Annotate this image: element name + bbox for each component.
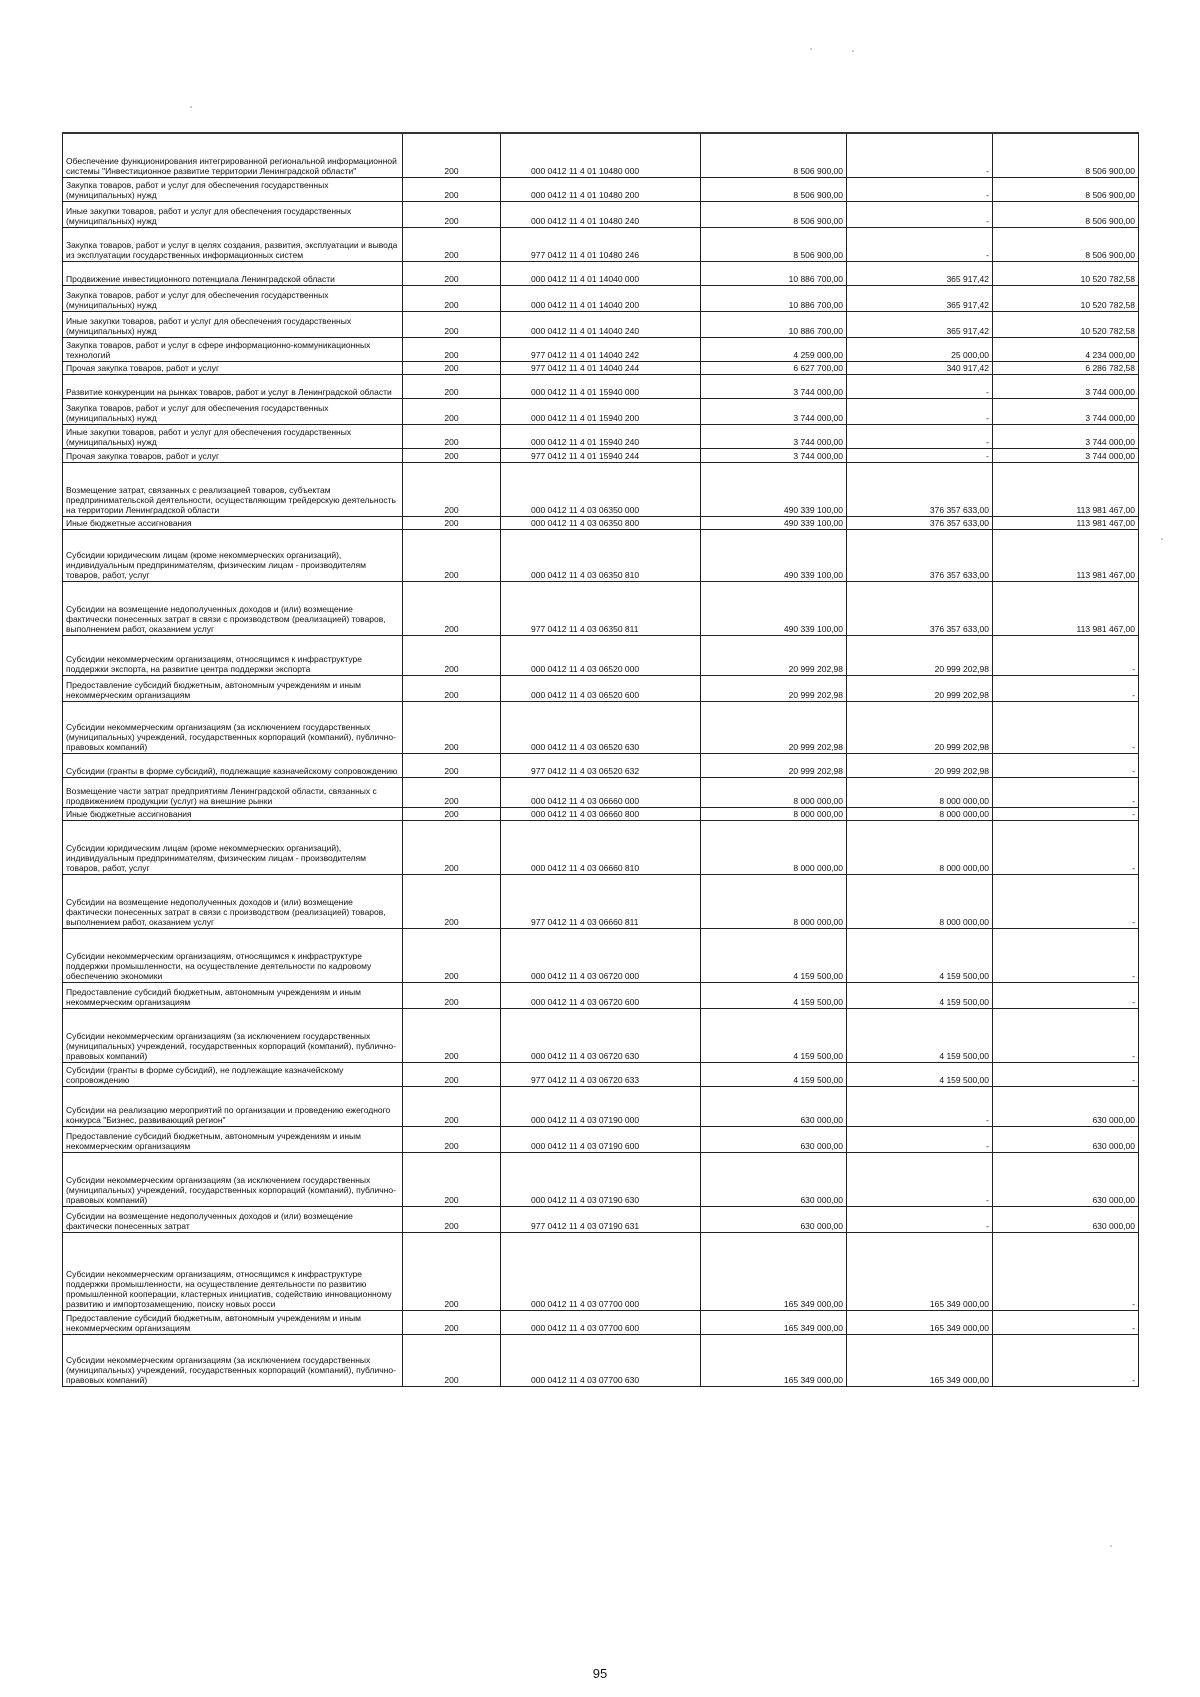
table-row bbox=[63, 337, 1139, 361]
row-budget-code: 000 0412 11 4 03 06520 000 bbox=[501, 635, 701, 675]
row-remaining-amount: 3 744 000,00 bbox=[993, 424, 1139, 448]
table-row bbox=[63, 516, 1139, 529]
row-remaining-amount: 630 000,00 bbox=[993, 1086, 1139, 1126]
row-line-code: 200 bbox=[403, 374, 501, 398]
row-executed-amount: - bbox=[847, 374, 993, 398]
row-approved-amount: 20 999 202,98 bbox=[701, 675, 847, 701]
row-executed-amount: - bbox=[847, 398, 993, 424]
row-name: Закупка товаров, работ и услуг для обеспечения государственных (муниципальных) нужд bbox=[63, 398, 403, 424]
row-approved-amount: 6 627 700,00 bbox=[701, 361, 847, 374]
row-remaining-amount: - bbox=[993, 874, 1139, 928]
row-budget-code: 000 0412 11 4 03 06350 810 bbox=[501, 529, 701, 581]
row-budget-code: 000 0412 11 4 01 15940 240 bbox=[501, 424, 701, 448]
row-remaining-amount: 10 520 782,58 bbox=[993, 311, 1139, 337]
row-approved-amount: 10 886 700,00 bbox=[701, 285, 847, 311]
row-executed-amount: 365 917,42 bbox=[847, 285, 993, 311]
row-line-code: 200 bbox=[403, 424, 501, 448]
row-budget-code: 000 0412 11 4 03 06350 800 bbox=[501, 516, 701, 529]
table-row bbox=[63, 529, 1139, 581]
row-remaining-amount: 113 981 467,00 bbox=[993, 516, 1139, 529]
row-remaining-amount: 4 234 000,00 bbox=[993, 337, 1139, 361]
row-name: Субсидии некоммерческим организациям (за исключением государственных (муниципальных) учреждений, государственных корпораций (компаний), публично-правовых компаний) bbox=[63, 1334, 403, 1386]
row-line-code: 200 bbox=[403, 1232, 501, 1310]
row-budget-code: 977 0412 11 4 01 10480 246 bbox=[501, 227, 701, 261]
row-budget-code: 000 0412 11 4 01 15940 200 bbox=[501, 398, 701, 424]
table-row bbox=[63, 982, 1139, 1008]
row-remaining-amount: 8 506 900,00 bbox=[993, 227, 1139, 261]
scan-speck bbox=[810, 48, 812, 50]
row-approved-amount: 4 159 500,00 bbox=[701, 1062, 847, 1086]
row-executed-amount: - bbox=[847, 227, 993, 261]
row-remaining-amount: 8 506 900,00 bbox=[993, 201, 1139, 227]
row-remaining-amount: 113 981 467,00 bbox=[993, 529, 1139, 581]
row-budget-code: 000 0412 11 4 03 06520 600 bbox=[501, 675, 701, 701]
row-remaining-amount: 8 506 900,00 bbox=[993, 133, 1139, 177]
row-line-code: 200 bbox=[403, 177, 501, 201]
row-budget-code: 000 0412 11 4 03 06720 600 bbox=[501, 982, 701, 1008]
row-remaining-amount: - bbox=[993, 928, 1139, 982]
table-row bbox=[63, 701, 1139, 753]
row-approved-amount: 630 000,00 bbox=[701, 1152, 847, 1206]
row-budget-code: 000 0412 11 4 03 06660 000 bbox=[501, 777, 701, 807]
row-budget-code: 000 0412 11 4 03 07700 000 bbox=[501, 1232, 701, 1310]
row-budget-code: 977 0412 11 4 01 14040 244 bbox=[501, 361, 701, 374]
row-executed-amount: 4 159 500,00 bbox=[847, 982, 993, 1008]
row-remaining-amount: - bbox=[993, 635, 1139, 675]
budget-table-body bbox=[63, 133, 1139, 1386]
row-executed-amount: 376 357 633,00 bbox=[847, 462, 993, 516]
row-line-code: 200 bbox=[403, 285, 501, 311]
row-approved-amount: 20 999 202,98 bbox=[701, 701, 847, 753]
row-executed-amount: 4 159 500,00 bbox=[847, 928, 993, 982]
row-executed-amount: - bbox=[847, 448, 993, 462]
table-row bbox=[63, 285, 1139, 311]
row-name: Иные бюджетные ассигнования bbox=[63, 516, 403, 529]
row-remaining-amount: - bbox=[993, 777, 1139, 807]
row-name: Субсидии (гранты в форме субсидий), подлежащие казначейскому сопровождению bbox=[63, 753, 403, 777]
row-line-code: 200 bbox=[403, 311, 501, 337]
row-executed-amount: 8 000 000,00 bbox=[847, 820, 993, 874]
table-row bbox=[63, 227, 1139, 261]
row-remaining-amount: 6 286 782,58 bbox=[993, 361, 1139, 374]
row-budget-code: 977 0412 11 4 03 06660 811 bbox=[501, 874, 701, 928]
row-remaining-amount: 10 520 782,58 bbox=[993, 285, 1139, 311]
row-line-code: 200 bbox=[403, 753, 501, 777]
row-executed-amount: 165 349 000,00 bbox=[847, 1334, 993, 1386]
row-approved-amount: 490 339 100,00 bbox=[701, 462, 847, 516]
row-line-code: 200 bbox=[403, 1310, 501, 1334]
row-name: Иные закупки товаров, работ и услуг для обеспечения государственных (муниципальных) нужд bbox=[63, 311, 403, 337]
row-budget-code: 977 0412 11 4 03 06520 632 bbox=[501, 753, 701, 777]
row-remaining-amount: - bbox=[993, 1062, 1139, 1086]
row-line-code: 200 bbox=[403, 1008, 501, 1062]
row-budget-code: 000 0412 11 4 01 14040 000 bbox=[501, 261, 701, 285]
row-remaining-amount: 630 000,00 bbox=[993, 1152, 1139, 1206]
row-approved-amount: 165 349 000,00 bbox=[701, 1334, 847, 1386]
table-row bbox=[63, 462, 1139, 516]
table-row bbox=[63, 675, 1139, 701]
table-row bbox=[63, 448, 1139, 462]
row-remaining-amount: 630 000,00 bbox=[993, 1126, 1139, 1152]
row-executed-amount: 8 000 000,00 bbox=[847, 807, 993, 820]
row-approved-amount: 8 000 000,00 bbox=[701, 820, 847, 874]
row-line-code: 200 bbox=[403, 227, 501, 261]
row-name: Субсидии некоммерческим организациям (за исключением государственных (муниципальных) учреждений, государственных корпораций (компаний), публично-правовых компаний) bbox=[63, 1008, 403, 1062]
row-approved-amount: 4 159 500,00 bbox=[701, 1008, 847, 1062]
row-approved-amount: 490 339 100,00 bbox=[701, 516, 847, 529]
row-name: Прочая закупка товаров, работ и услуг bbox=[63, 448, 403, 462]
row-line-code: 200 bbox=[403, 1206, 501, 1232]
table-row bbox=[63, 1062, 1139, 1086]
row-line-code: 200 bbox=[403, 982, 501, 1008]
row-approved-amount: 8 506 900,00 bbox=[701, 227, 847, 261]
row-executed-amount: 340 917,42 bbox=[847, 361, 993, 374]
row-executed-amount: 25 000,00 bbox=[847, 337, 993, 361]
row-line-code: 200 bbox=[403, 448, 501, 462]
row-budget-code: 000 0412 11 4 01 10480 200 bbox=[501, 177, 701, 201]
row-budget-code: 000 0412 11 4 01 14040 240 bbox=[501, 311, 701, 337]
row-budget-code: 977 0412 11 4 03 06350 811 bbox=[501, 581, 701, 635]
row-approved-amount: 10 886 700,00 bbox=[701, 311, 847, 337]
row-approved-amount: 630 000,00 bbox=[701, 1086, 847, 1126]
row-remaining-amount: - bbox=[993, 807, 1139, 820]
row-name: Обеспечение функционирования интегрированной региональной информационной системы "Инвестиционное развитие территории Ленинградской области" bbox=[63, 133, 403, 177]
row-approved-amount: 8 506 900,00 bbox=[701, 201, 847, 227]
row-remaining-amount: 3 744 000,00 bbox=[993, 374, 1139, 398]
row-approved-amount: 3 744 000,00 bbox=[701, 374, 847, 398]
row-executed-amount: 376 357 633,00 bbox=[847, 516, 993, 529]
table-row bbox=[63, 807, 1139, 820]
row-name: Прочая закупка товаров, работ и услуг bbox=[63, 361, 403, 374]
table-row bbox=[63, 1334, 1139, 1386]
row-budget-code: 000 0412 11 4 03 06720 000 bbox=[501, 928, 701, 982]
row-remaining-amount: - bbox=[993, 1334, 1139, 1386]
row-name: Возмещение части затрат предприятиям Ленинградской области, связанных с продвижением продукции (услуг) на внешние рынки bbox=[63, 777, 403, 807]
row-budget-code: 000 0412 11 4 03 07700 630 bbox=[501, 1334, 701, 1386]
row-name: Закупка товаров, работ и услуг в сфере информационно-коммуникационных технологий bbox=[63, 337, 403, 361]
row-line-code: 200 bbox=[403, 820, 501, 874]
row-executed-amount: - bbox=[847, 1086, 993, 1126]
row-name: Закупка товаров, работ и услуг в целях создания, развития, эксплуатации и вывода из эксплуатации государственных информационных систем bbox=[63, 227, 403, 261]
row-line-code: 200 bbox=[403, 777, 501, 807]
table-row bbox=[63, 820, 1139, 874]
row-approved-amount: 165 349 000,00 bbox=[701, 1310, 847, 1334]
row-remaining-amount: 113 981 467,00 bbox=[993, 581, 1139, 635]
row-line-code: 200 bbox=[403, 1086, 501, 1126]
row-name: Предоставление субсидий бюджетным, автономным учреждениям и иным некоммерческим организациям bbox=[63, 1310, 403, 1334]
row-budget-code: 977 0412 11 4 01 15940 244 bbox=[501, 448, 701, 462]
table-row bbox=[63, 1152, 1139, 1206]
row-budget-code: 000 0412 11 4 03 06660 810 bbox=[501, 820, 701, 874]
row-remaining-amount: 630 000,00 bbox=[993, 1206, 1139, 1232]
row-line-code: 200 bbox=[403, 261, 501, 285]
table-row bbox=[63, 311, 1139, 337]
row-executed-amount: - bbox=[847, 1152, 993, 1206]
row-budget-code: 000 0412 11 4 03 06520 630 bbox=[501, 701, 701, 753]
row-remaining-amount: - bbox=[993, 701, 1139, 753]
row-line-code: 200 bbox=[403, 201, 501, 227]
row-budget-code: 000 0412 11 4 01 14040 200 bbox=[501, 285, 701, 311]
table-row bbox=[63, 133, 1139, 177]
row-executed-amount: 4 159 500,00 bbox=[847, 1062, 993, 1086]
row-line-code: 200 bbox=[403, 133, 501, 177]
row-name: Субсидии на реализацию мероприятий по организации и проведению ежегодного конкурса "Бизнес, развивающий регион" bbox=[63, 1086, 403, 1126]
row-remaining-amount: 8 506 900,00 bbox=[993, 177, 1139, 201]
table-row bbox=[63, 261, 1139, 285]
row-budget-code: 000 0412 11 4 03 07190 630 bbox=[501, 1152, 701, 1206]
row-line-code: 200 bbox=[403, 807, 501, 820]
table-row bbox=[63, 374, 1139, 398]
row-executed-amount: - bbox=[847, 1206, 993, 1232]
row-approved-amount: 8 000 000,00 bbox=[701, 807, 847, 820]
row-executed-amount: 20 999 202,98 bbox=[847, 701, 993, 753]
row-executed-amount: - bbox=[847, 177, 993, 201]
row-approved-amount: 4 159 500,00 bbox=[701, 982, 847, 1008]
row-remaining-amount: - bbox=[993, 1232, 1139, 1310]
row-line-code: 200 bbox=[403, 516, 501, 529]
table-row bbox=[63, 1232, 1139, 1310]
table-row bbox=[63, 398, 1139, 424]
table-row bbox=[63, 777, 1139, 807]
row-remaining-amount: - bbox=[993, 1008, 1139, 1062]
table-row bbox=[63, 581, 1139, 635]
row-approved-amount: 165 349 000,00 bbox=[701, 1232, 847, 1310]
row-name: Возмещение затрат, связанных с реализацией товаров, субъектам предпринимательской деятельности, осуществляющим трейдерскую деятельность на территории Ленинградской области bbox=[63, 462, 403, 516]
row-budget-code: 000 0412 11 4 03 07190 600 bbox=[501, 1126, 701, 1152]
row-remaining-amount: - bbox=[993, 1310, 1139, 1334]
row-line-code: 200 bbox=[403, 701, 501, 753]
row-name: Субсидии некоммерческим организациям (за исключением государственных (муниципальных) учреждений, государственных корпораций (компаний), публично-правовых компаний) bbox=[63, 1152, 403, 1206]
row-approved-amount: 8 506 900,00 bbox=[701, 177, 847, 201]
table-row bbox=[63, 201, 1139, 227]
row-budget-code: 000 0412 11 4 01 10480 240 bbox=[501, 201, 701, 227]
row-line-code: 200 bbox=[403, 462, 501, 516]
row-approved-amount: 20 999 202,98 bbox=[701, 635, 847, 675]
row-line-code: 200 bbox=[403, 675, 501, 701]
table-row bbox=[63, 177, 1139, 201]
row-budget-code: 977 0412 11 4 01 14040 242 bbox=[501, 337, 701, 361]
row-remaining-amount: - bbox=[993, 820, 1139, 874]
table-row bbox=[63, 753, 1139, 777]
row-name: Развитие конкуренции на рынках товаров, работ и услуг в Ленинградской области bbox=[63, 374, 403, 398]
row-name: Закупка товаров, работ и услуг для обеспечения государственных (муниципальных) нужд bbox=[63, 177, 403, 201]
row-name: Субсидии на возмещение недополученных доходов и (или) возмещение фактически понесенных затрат в связи с производством (реализацией) товаров, выполнением работ, оказанием услуг bbox=[63, 874, 403, 928]
row-executed-amount: 376 357 633,00 bbox=[847, 529, 993, 581]
table-row bbox=[63, 1086, 1139, 1126]
row-executed-amount: 20 999 202,98 bbox=[847, 635, 993, 675]
scan-speck bbox=[852, 50, 854, 52]
row-budget-code: 000 0412 11 4 03 06660 800 bbox=[501, 807, 701, 820]
row-executed-amount: 20 999 202,98 bbox=[847, 675, 993, 701]
row-budget-code: 977 0412 11 4 03 07190 631 bbox=[501, 1206, 701, 1232]
row-budget-code: 000 0412 11 4 01 10480 000 bbox=[501, 133, 701, 177]
row-name: Субсидии некоммерческим организациям, относящимся к инфраструктуре поддержки промышленности, на осуществление деятельности по кадровому обеспечению экономики bbox=[63, 928, 403, 982]
row-line-code: 200 bbox=[403, 1152, 501, 1206]
row-line-code: 200 bbox=[403, 1062, 501, 1086]
row-remaining-amount: 10 520 782,58 bbox=[993, 261, 1139, 285]
row-line-code: 200 bbox=[403, 361, 501, 374]
row-name: Иные закупки товаров, работ и услуг для обеспечения государственных (муниципальных) нужд bbox=[63, 424, 403, 448]
table-row bbox=[63, 361, 1139, 374]
row-name: Субсидии на возмещение недополученных доходов и (или) возмещение фактически понесенных затрат в связи с производством (реализацией) товаров, выполнением работ, оказанием услуг bbox=[63, 581, 403, 635]
row-executed-amount: - bbox=[847, 133, 993, 177]
row-approved-amount: 20 999 202,98 bbox=[701, 753, 847, 777]
table-row bbox=[63, 1126, 1139, 1152]
row-budget-code: 000 0412 11 4 03 07190 000 bbox=[501, 1086, 701, 1126]
row-line-code: 200 bbox=[403, 337, 501, 361]
row-executed-amount: 8 000 000,00 bbox=[847, 777, 993, 807]
row-approved-amount: 490 339 100,00 bbox=[701, 581, 847, 635]
row-approved-amount: 4 159 500,00 bbox=[701, 928, 847, 982]
row-approved-amount: 630 000,00 bbox=[701, 1206, 847, 1232]
row-line-code: 200 bbox=[403, 874, 501, 928]
row-approved-amount: 8 000 000,00 bbox=[701, 874, 847, 928]
row-line-code: 200 bbox=[403, 398, 501, 424]
row-approved-amount: 4 259 000,00 bbox=[701, 337, 847, 361]
row-executed-amount: 165 349 000,00 bbox=[847, 1232, 993, 1310]
row-approved-amount: 3 744 000,00 bbox=[701, 424, 847, 448]
row-remaining-amount: - bbox=[993, 982, 1139, 1008]
row-executed-amount: - bbox=[847, 424, 993, 448]
budget-table bbox=[62, 132, 1139, 1387]
row-line-code: 200 bbox=[403, 928, 501, 982]
table-row bbox=[63, 1008, 1139, 1062]
row-approved-amount: 630 000,00 bbox=[701, 1126, 847, 1152]
row-name: Субсидии некоммерческим организациям, относящимся к инфраструктуре поддержки промышленности, на осуществление деятельности по развитию промышленной кооперации, кластерных инициатив, содействию инновационному развитию и импортозамещению, поиску новых росси bbox=[63, 1232, 403, 1310]
row-name: Субсидии (гранты в форме субсидий), не подлежащие казначейскому сопровождению bbox=[63, 1062, 403, 1086]
scan-speck bbox=[1110, 1545, 1112, 1547]
row-line-code: 200 bbox=[403, 1126, 501, 1152]
row-line-code: 200 bbox=[403, 1334, 501, 1386]
row-executed-amount: 165 349 000,00 bbox=[847, 1310, 993, 1334]
row-name: Иные закупки товаров, работ и услуг для обеспечения государственных (муниципальных) нужд bbox=[63, 201, 403, 227]
row-remaining-amount: - bbox=[993, 675, 1139, 701]
row-approved-amount: 490 339 100,00 bbox=[701, 529, 847, 581]
row-executed-amount: 8 000 000,00 bbox=[847, 874, 993, 928]
row-remaining-amount: 3 744 000,00 bbox=[993, 398, 1139, 424]
row-line-code: 200 bbox=[403, 581, 501, 635]
row-budget-code: 000 0412 11 4 01 15940 000 bbox=[501, 374, 701, 398]
row-name: Иные бюджетные ассигнования bbox=[63, 807, 403, 820]
table-row bbox=[63, 928, 1139, 982]
scan-speck bbox=[190, 106, 192, 108]
row-approved-amount: 8 506 900,00 bbox=[701, 133, 847, 177]
row-name: Субсидии некоммерческим организациям (за исключением государственных (муниципальных) учреждений, государственных корпораций (компаний), публично-правовых компаний) bbox=[63, 701, 403, 753]
row-budget-code: 977 0412 11 4 03 06720 633 bbox=[501, 1062, 701, 1086]
row-budget-code: 000 0412 11 4 03 07700 600 bbox=[501, 1310, 701, 1334]
row-name: Предоставление субсидий бюджетным, автономным учреждениям и иным некоммерческим организациям bbox=[63, 675, 403, 701]
row-executed-amount: 4 159 500,00 bbox=[847, 1008, 993, 1062]
row-approved-amount: 8 000 000,00 bbox=[701, 777, 847, 807]
row-budget-code: 000 0412 11 4 03 06350 000 bbox=[501, 462, 701, 516]
row-approved-amount: 10 886 700,00 bbox=[701, 261, 847, 285]
table-row bbox=[63, 1206, 1139, 1232]
row-name: Закупка товаров, работ и услуг для обеспечения государственных (муниципальных) нужд bbox=[63, 285, 403, 311]
row-name: Субсидии юридическим лицам (кроме некоммерческих организаций), индивидуальным предпринимателям, физическим лицам - производителям товаров, работ, услуг bbox=[63, 820, 403, 874]
table-row bbox=[63, 424, 1139, 448]
row-name: Субсидии некоммерческим организациям, относящимся к инфраструктуре поддержки экспорта, на развитие центра поддержки экспорта bbox=[63, 635, 403, 675]
row-remaining-amount: - bbox=[993, 753, 1139, 777]
table-row bbox=[63, 635, 1139, 675]
row-remaining-amount: 113 981 467,00 bbox=[993, 462, 1139, 516]
row-approved-amount: 3 744 000,00 bbox=[701, 448, 847, 462]
row-executed-amount: 365 917,42 bbox=[847, 261, 993, 285]
scan-speck bbox=[1161, 538, 1163, 540]
row-name: Продвижение инвестиционного потенциала Ленинградской области bbox=[63, 261, 403, 285]
row-approved-amount: 3 744 000,00 bbox=[701, 398, 847, 424]
row-budget-code: 000 0412 11 4 03 06720 630 bbox=[501, 1008, 701, 1062]
row-name: Предоставление субсидий бюджетным, автономным учреждениям и иным некоммерческим организациям bbox=[63, 1126, 403, 1152]
row-line-code: 200 bbox=[403, 529, 501, 581]
row-executed-amount: - bbox=[847, 1126, 993, 1152]
row-line-code: 200 bbox=[403, 635, 501, 675]
page-number: 95 bbox=[592, 1666, 608, 1681]
row-executed-amount: - bbox=[847, 201, 993, 227]
row-remaining-amount: 3 744 000,00 bbox=[993, 448, 1139, 462]
row-executed-amount: 365 917,42 bbox=[847, 311, 993, 337]
table-row bbox=[63, 1310, 1139, 1334]
row-executed-amount: 20 999 202,98 bbox=[847, 753, 993, 777]
row-name: Субсидии юридическим лицам (кроме некоммерческих организаций), индивидуальным предпринимателям, физическим лицам - производителям товаров, работ, услуг bbox=[63, 529, 403, 581]
row-executed-amount: 376 357 633,00 bbox=[847, 581, 993, 635]
row-name: Предоставление субсидий бюджетным, автономным учреждениям и иным некоммерческим организациям bbox=[63, 982, 403, 1008]
table-row bbox=[63, 874, 1139, 928]
row-name: Субсидии на возмещение недополученных доходов и (или) возмещение фактически понесенных затрат bbox=[63, 1206, 403, 1232]
